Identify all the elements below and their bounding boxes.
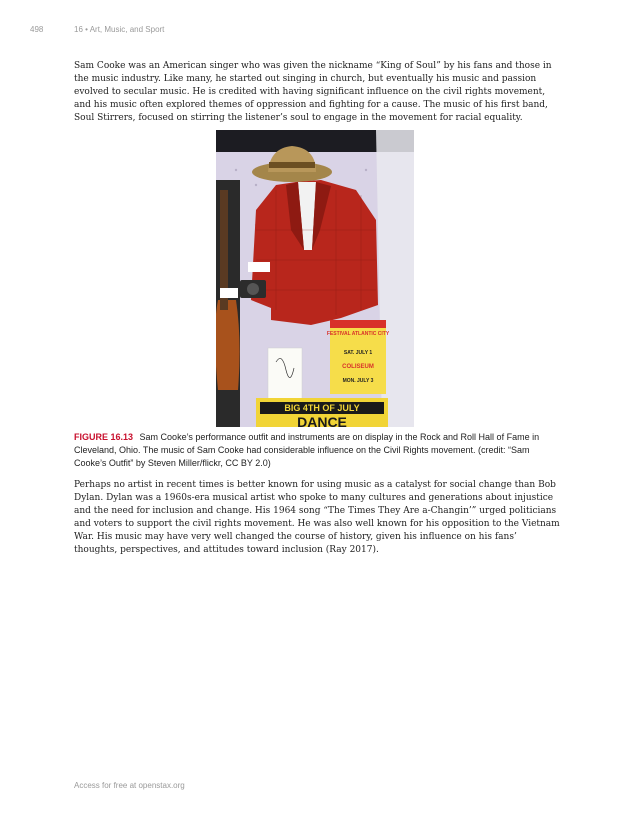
body-paragraph: Perhaps no artist in recent times is better known for using music as a catalyst for social change than Bob Dylan. Dylan was a 1960s-era musical artist who spoke to many cultures and generations about injustice and the need for inclusion and change. His 1964 song “The Times They Are a-Changin’” urged politicians and voters to support the civil rights movement. He was also well known for his opposition to the Vietnam War. His music may have very well changed the course of history, given his influence on his fans’ thoughts, perspectives, and attitudes toward inclusion (Ray 2017). — [74, 480, 560, 555]
banner-title: DANCE — [297, 414, 347, 427]
poster-title: FESTIVAL ATLANTIC CITY — [326, 331, 390, 337]
poster-venue: COLISEUM — [342, 364, 374, 370]
figure-caption — [74, 431, 562, 470]
page-number: 498 — [30, 25, 44, 34]
body-paragraph: Sam Cooke was an American singer who was given the nickname “King of Soul” by his fans and those in the music industry. Like many, he started out singing in church, but eventually his music and passion evolved to secular music. He is credited with having significant influence on the civil rights movement, and his music often explored themes of oppression and fighting for a cause. The music of his first band, Soul Stirrers, focused on stirring the listener’s soul to engage in the movement for racial equality. — [74, 61, 552, 123]
figure-photo — [216, 130, 414, 427]
sam-cooke-outfit-photo — [216, 130, 414, 427]
poster-text: SAT. JULY 1 — [343, 350, 373, 356]
chapter-title: 16 • Art, Music, and Sport — [74, 25, 165, 34]
figure-caption-text: Sam Cooke’s performance outfit and instruments are on display in the Rock and Roll Hall of Fame in Cleveland, Ohio. The music of Sam Cooke had considerable influence on the Civil Rights movement. (credit: “Sam Cooke’s Outfit” by Steven Miller/flickr, CC BY 2.0) — [74, 432, 540, 468]
poster-date: MON. JULY 3 — [342, 378, 374, 384]
figure-label: FIGURE 16.13 — [74, 432, 134, 442]
banner-text: BIG 4TH OF JULY — [284, 403, 360, 413]
page-footer: Access for free at openstax.org — [74, 781, 185, 790]
